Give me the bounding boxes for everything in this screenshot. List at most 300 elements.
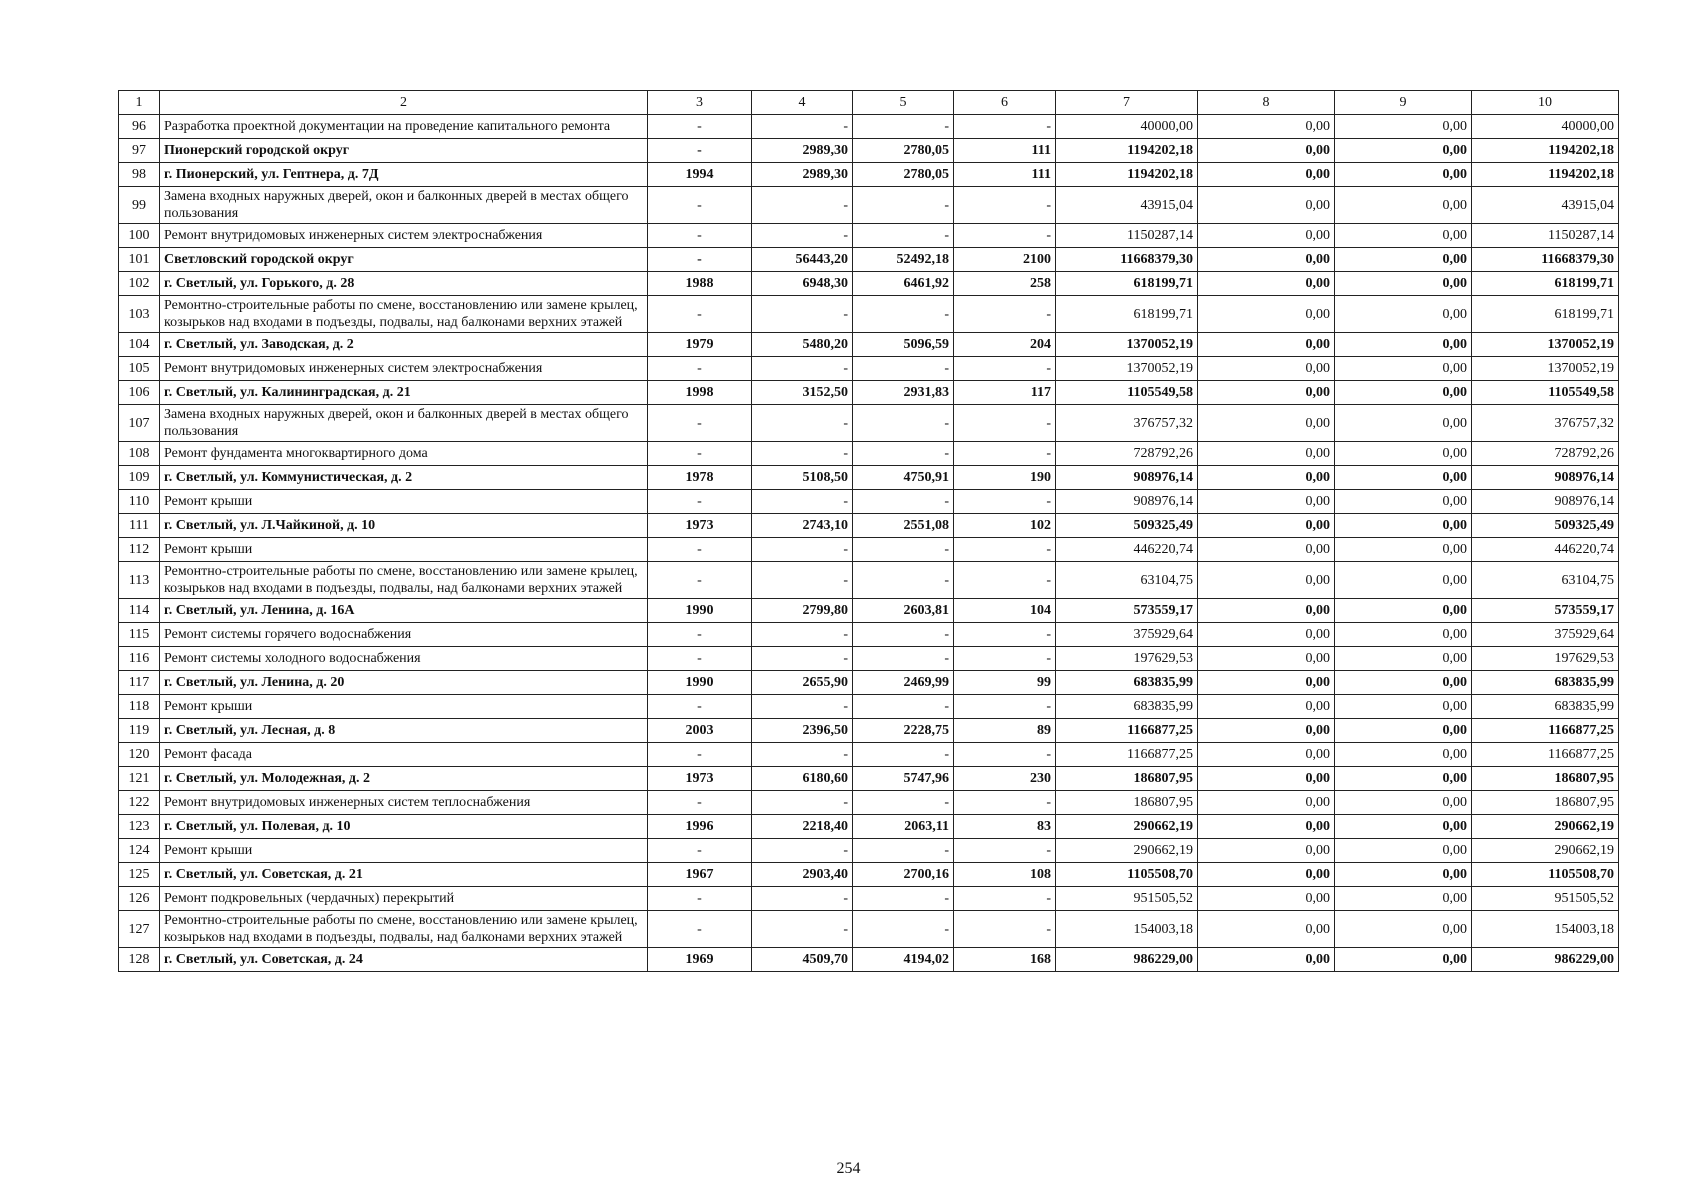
build-year-cell: 1973 [648,767,752,791]
residents-cell: - [954,224,1056,248]
item-name-cell: Ремонтно-строительные работы по смене, восстановлению или замене крылец, козырьков над входами в подъезды, подвалы, над балконами верхних этажей [160,911,648,948]
living-area-cell: 5096,59 [853,333,954,357]
residents-cell: - [954,357,1056,381]
residents-cell: 99 [954,671,1056,695]
living-area-cell: - [853,224,954,248]
row-number-cell: 100 [119,224,160,248]
table-header [119,91,1619,115]
cost-total-cell: 446220,74 [1056,538,1198,562]
living-area-cell: 2700,16 [853,863,954,887]
cost-federal-cell: 0,00 [1198,333,1335,357]
cost-total-cell: 573559,17 [1056,599,1198,623]
total-area-cell: 2743,10 [752,514,853,538]
table-row [119,887,1619,911]
row-number-cell: 116 [119,647,160,671]
build-year-cell: - [648,743,752,767]
item-name-cell: Ремонт системы горячего водоснабжения [160,623,648,647]
cost-federal-cell: 0,00 [1198,887,1335,911]
table-row-group [119,815,1619,839]
cost-total-cell: 986229,00 [1056,948,1198,972]
residents-cell: - [954,623,1056,647]
build-year-cell: - [648,139,752,163]
build-year-cell: - [648,791,752,815]
row-number-cell: 122 [119,791,160,815]
total-area-cell: - [752,839,853,863]
table-row-group [119,333,1619,357]
table-row-group [119,163,1619,187]
cost-owners-cell: 618199,71 [1472,296,1619,333]
cost-federal-cell: 0,00 [1198,490,1335,514]
table-row-group [119,948,1619,972]
cost-federal-cell: 0,00 [1198,296,1335,333]
cost-regional-cell: 0,00 [1335,719,1472,743]
item-name-cell: Светловский городской округ [160,248,648,272]
cost-federal-cell: 0,00 [1198,815,1335,839]
item-name-cell: г. Светлый, ул. Заводская, д. 2 [160,333,648,357]
cost-owners-cell: 573559,17 [1472,599,1619,623]
cost-owners-cell: 1166877,25 [1472,719,1619,743]
cost-total-cell: 290662,19 [1056,815,1198,839]
living-area-cell: 6461,92 [853,272,954,296]
cost-owners-cell: 728792,26 [1472,442,1619,466]
cost-total-cell: 683835,99 [1056,671,1198,695]
cost-owners-cell: 951505,52 [1472,887,1619,911]
column-header: 3 [648,91,752,115]
cost-total-cell: 197629,53 [1056,647,1198,671]
row-number-cell: 118 [119,695,160,719]
build-year-cell: 1996 [648,815,752,839]
cost-owners-cell: 43915,04 [1472,187,1619,224]
table-row [119,405,1619,442]
cost-owners-cell: 40000,00 [1472,115,1619,139]
cost-regional-cell: 0,00 [1335,839,1472,863]
cost-total-cell: 1166877,25 [1056,743,1198,767]
item-name-cell: г. Пионерский, ул. Гептнера, д. 7Д [160,163,648,187]
cost-federal-cell: 0,00 [1198,139,1335,163]
item-name-cell: Ремонт фундамента многоквартирного дома [160,442,648,466]
item-name-cell: г. Светлый, ул. Ленина, д. 16А [160,599,648,623]
item-name-cell: Ремонт подкровельных (чердачных) перекрытий [160,887,648,911]
row-number-cell: 117 [119,671,160,695]
build-year-cell: - [648,911,752,948]
residents-cell: - [954,405,1056,442]
residents-cell: - [954,695,1056,719]
cost-regional-cell: 0,00 [1335,671,1472,695]
cost-total-cell: 1105549,58 [1056,381,1198,405]
row-number-cell: 112 [119,538,160,562]
row-number-cell: 97 [119,139,160,163]
column-header: 8 [1198,91,1335,115]
living-area-cell: 4750,91 [853,466,954,490]
table-row-group [119,381,1619,405]
row-number-cell: 98 [119,163,160,187]
table-row-group [119,599,1619,623]
table-row [119,490,1619,514]
table-row [119,442,1619,466]
cost-total-cell: 186807,95 [1056,767,1198,791]
item-name-cell: г. Светлый, ул. Молодежная, д. 2 [160,767,648,791]
item-name-cell: г. Светлый, ул. Советская, д. 21 [160,863,648,887]
cost-federal-cell: 0,00 [1198,911,1335,948]
living-area-cell: - [853,743,954,767]
row-number-cell: 119 [119,719,160,743]
cost-federal-cell: 0,00 [1198,791,1335,815]
cost-total-cell: 1370052,19 [1056,357,1198,381]
residents-cell: - [954,791,1056,815]
table-row [119,791,1619,815]
row-number-cell: 102 [119,272,160,296]
table-row [119,562,1619,599]
living-area-cell: 2063,11 [853,815,954,839]
row-number-cell: 104 [119,333,160,357]
cost-owners-cell: 290662,19 [1472,815,1619,839]
item-name-cell: Ремонтно-строительные работы по смене, восстановлению или замене крылец, козырьков над входами в подъезды, подвалы, над балконами верхних этажей [160,562,648,599]
column-header: 4 [752,91,853,115]
cost-total-cell: 63104,75 [1056,562,1198,599]
build-year-cell: - [648,115,752,139]
build-year-cell: 1967 [648,863,752,887]
build-year-cell: - [648,224,752,248]
cost-federal-cell: 0,00 [1198,623,1335,647]
cost-regional-cell: 0,00 [1335,115,1472,139]
living-area-cell: - [853,442,954,466]
row-number-cell: 127 [119,911,160,948]
row-number-cell: 115 [119,623,160,647]
item-name-cell: г. Светлый, ул. Коммунистическая, д. 2 [160,466,648,490]
living-area-cell: 5747,96 [853,767,954,791]
total-area-cell: - [752,562,853,599]
cost-owners-cell: 375929,64 [1472,623,1619,647]
table-row [119,647,1619,671]
residents-cell: 190 [954,466,1056,490]
cost-regional-cell: 0,00 [1335,442,1472,466]
total-area-cell: - [752,647,853,671]
cost-regional-cell: 0,00 [1335,623,1472,647]
cost-federal-cell: 0,00 [1198,187,1335,224]
cost-federal-cell: 0,00 [1198,163,1335,187]
cost-regional-cell: 0,00 [1335,381,1472,405]
residents-cell: 111 [954,139,1056,163]
living-area-cell: 2780,05 [853,163,954,187]
living-area-cell: 4194,02 [853,948,954,972]
residents-cell: - [954,887,1056,911]
living-area-cell: 2603,81 [853,599,954,623]
cost-total-cell: 40000,00 [1056,115,1198,139]
row-number-cell: 124 [119,839,160,863]
total-area-cell: - [752,490,853,514]
item-name-cell: Ремонт крыши [160,695,648,719]
cost-federal-cell: 0,00 [1198,248,1335,272]
cost-federal-cell: 0,00 [1198,272,1335,296]
cost-owners-cell: 1166877,25 [1472,743,1619,767]
residents-cell: 204 [954,333,1056,357]
residents-cell: - [954,442,1056,466]
cost-total-cell: 683835,99 [1056,695,1198,719]
cost-owners-cell: 986229,00 [1472,948,1619,972]
item-name-cell: г. Светлый, ул. Лесная, д. 8 [160,719,648,743]
residents-cell: 258 [954,272,1056,296]
cost-total-cell: 908976,14 [1056,466,1198,490]
table-row-group [119,719,1619,743]
living-area-cell: - [853,490,954,514]
build-year-cell: - [648,405,752,442]
residents-cell: 117 [954,381,1056,405]
item-name-cell: Ремонт фасада [160,743,648,767]
total-area-cell: - [752,115,853,139]
residents-cell: 168 [954,948,1056,972]
cost-owners-cell: 908976,14 [1472,466,1619,490]
cost-federal-cell: 0,00 [1198,839,1335,863]
total-area-cell: - [752,357,853,381]
cost-federal-cell: 0,00 [1198,767,1335,791]
cost-owners-cell: 509325,49 [1472,514,1619,538]
build-year-cell: 2003 [648,719,752,743]
living-area-cell: - [853,538,954,562]
living-area-cell: - [853,357,954,381]
cost-total-cell: 43915,04 [1056,187,1198,224]
cost-regional-cell: 0,00 [1335,187,1472,224]
table-row-group [119,514,1619,538]
living-area-cell: 52492,18 [853,248,954,272]
total-area-cell: - [752,623,853,647]
total-area-cell: 6180,60 [752,767,853,791]
total-area-cell: 2989,30 [752,163,853,187]
living-area-cell: - [853,187,954,224]
cost-regional-cell: 0,00 [1335,911,1472,948]
cost-federal-cell: 0,00 [1198,695,1335,719]
item-name-cell: г. Светлый, ул. Ленина, д. 20 [160,671,648,695]
living-area-cell: 2931,83 [853,381,954,405]
row-number-cell: 96 [119,115,160,139]
build-year-cell: - [648,562,752,599]
cost-owners-cell: 683835,99 [1472,671,1619,695]
total-area-cell: 2655,90 [752,671,853,695]
table-row [119,623,1619,647]
table-row [119,911,1619,948]
cost-owners-cell: 908976,14 [1472,490,1619,514]
cost-total-cell: 375929,64 [1056,623,1198,647]
cost-federal-cell: 0,00 [1198,599,1335,623]
build-year-cell: - [648,887,752,911]
column-header: 1 [119,91,160,115]
cost-total-cell: 1370052,19 [1056,333,1198,357]
column-header: 5 [853,91,954,115]
table-row-group [119,863,1619,887]
table-row-group [119,671,1619,695]
row-number-cell: 109 [119,466,160,490]
living-area-cell: - [853,887,954,911]
living-area-cell: 2228,75 [853,719,954,743]
cost-total-cell: 618199,71 [1056,272,1198,296]
cost-regional-cell: 0,00 [1335,514,1472,538]
total-area-cell: - [752,442,853,466]
row-number-cell: 101 [119,248,160,272]
table-row-group [119,248,1619,272]
build-year-cell: 1990 [648,671,752,695]
total-area-cell: 2396,50 [752,719,853,743]
cost-total-cell: 618199,71 [1056,296,1198,333]
cost-regional-cell: 0,00 [1335,333,1472,357]
residents-cell: - [954,538,1056,562]
table-row [119,743,1619,767]
total-area-cell: - [752,887,853,911]
total-area-cell: - [752,405,853,442]
cost-federal-cell: 0,00 [1198,863,1335,887]
total-area-cell: 5108,50 [752,466,853,490]
table-row-group [119,767,1619,791]
living-area-cell: - [853,405,954,442]
build-year-cell: - [648,248,752,272]
row-number-cell: 125 [119,863,160,887]
cost-owners-cell: 618199,71 [1472,272,1619,296]
build-year-cell: - [648,695,752,719]
item-name-cell: Ремонт внутридомовых инженерных систем электроснабжения [160,224,648,248]
build-year-cell: - [648,296,752,333]
build-year-cell: - [648,839,752,863]
residents-cell: 108 [954,863,1056,887]
table-body [119,115,1619,972]
cost-federal-cell: 0,00 [1198,514,1335,538]
row-number-cell: 120 [119,743,160,767]
cost-owners-cell: 154003,18 [1472,911,1619,948]
cost-regional-cell: 0,00 [1335,224,1472,248]
cost-federal-cell: 0,00 [1198,442,1335,466]
cost-owners-cell: 1194202,18 [1472,139,1619,163]
residents-cell: - [954,490,1056,514]
row-number-cell: 128 [119,948,160,972]
column-header: 6 [954,91,1056,115]
cost-total-cell: 1194202,18 [1056,139,1198,163]
table-row [119,187,1619,224]
cost-total-cell: 154003,18 [1056,911,1198,948]
living-area-cell: - [853,791,954,815]
cost-total-cell: 186807,95 [1056,791,1198,815]
cost-total-cell: 951505,52 [1056,887,1198,911]
cost-total-cell: 509325,49 [1056,514,1198,538]
cost-owners-cell: 11668379,30 [1472,248,1619,272]
build-year-cell: 1969 [648,948,752,972]
total-area-cell: - [752,538,853,562]
page-number: 254 [836,1160,861,1177]
cost-regional-cell: 0,00 [1335,490,1472,514]
cost-regional-cell: 0,00 [1335,863,1472,887]
cost-regional-cell: 0,00 [1335,647,1472,671]
build-year-cell: - [648,647,752,671]
total-area-cell: - [752,743,853,767]
table-row [119,538,1619,562]
item-name-cell: Замена входных наружных дверей, окон и балконных дверей в местах общего пользования [160,187,648,224]
row-number-cell: 110 [119,490,160,514]
total-area-cell: 2799,80 [752,599,853,623]
cost-owners-cell: 197629,53 [1472,647,1619,671]
item-name-cell: Ремонт внутридомовых инженерных систем теплоснабжения [160,791,648,815]
build-year-cell: 1973 [648,514,752,538]
cost-federal-cell: 0,00 [1198,647,1335,671]
cost-federal-cell: 0,00 [1198,115,1335,139]
build-year-cell: - [648,442,752,466]
cost-total-cell: 290662,19 [1056,839,1198,863]
total-area-cell: - [752,911,853,948]
total-area-cell: - [752,296,853,333]
living-area-cell: 2469,99 [853,671,954,695]
build-year-cell: 1990 [648,599,752,623]
cost-owners-cell: 1150287,14 [1472,224,1619,248]
cost-regional-cell: 0,00 [1335,272,1472,296]
cost-regional-cell: 0,00 [1335,791,1472,815]
build-year-cell: 1979 [648,333,752,357]
column-header: 7 [1056,91,1198,115]
living-area-cell: - [853,115,954,139]
item-name-cell: г. Светлый, ул. Полевая, д. 10 [160,815,648,839]
cost-federal-cell: 0,00 [1198,743,1335,767]
living-area-cell: - [853,839,954,863]
cost-regional-cell: 0,00 [1335,357,1472,381]
cost-owners-cell: 683835,99 [1472,695,1619,719]
total-area-cell: - [752,187,853,224]
residents-cell: - [954,911,1056,948]
cost-owners-cell: 1370052,19 [1472,357,1619,381]
table-row-group [119,139,1619,163]
living-area-cell: 2780,05 [853,139,954,163]
cost-total-cell: 376757,32 [1056,405,1198,442]
cost-owners-cell: 63104,75 [1472,562,1619,599]
living-area-cell: - [853,695,954,719]
cost-total-cell: 1194202,18 [1056,163,1198,187]
total-area-cell: 2989,30 [752,139,853,163]
build-year-cell: - [648,357,752,381]
item-name-cell: Ремонтно-строительные работы по смене, восстановлению или замене крылец, козырьков над входами в подъезды, подвалы, над балконами верхних этажей [160,296,648,333]
build-year-cell: - [648,538,752,562]
total-area-cell: 3152,50 [752,381,853,405]
table-row-group [119,272,1619,296]
header-row [119,91,1619,115]
cost-federal-cell: 0,00 [1198,405,1335,442]
build-year-cell: 1988 [648,272,752,296]
cost-regional-cell: 0,00 [1335,815,1472,839]
residents-cell: - [954,743,1056,767]
total-area-cell: - [752,695,853,719]
build-year-cell: - [648,187,752,224]
cost-total-cell: 908976,14 [1056,490,1198,514]
living-area-cell: - [853,647,954,671]
row-number-cell: 114 [119,599,160,623]
residents-cell: 102 [954,514,1056,538]
cost-owners-cell: 186807,95 [1472,791,1619,815]
row-number-cell: 106 [119,381,160,405]
cost-regional-cell: 0,00 [1335,767,1472,791]
table-row [119,296,1619,333]
residents-cell: - [954,562,1056,599]
total-area-cell: - [752,224,853,248]
residents-cell: - [954,296,1056,333]
cost-federal-cell: 0,00 [1198,671,1335,695]
build-year-cell: 1978 [648,466,752,490]
build-year-cell: - [648,623,752,647]
item-name-cell: Пионерский городской округ [160,139,648,163]
row-number-cell: 121 [119,767,160,791]
row-number-cell: 103 [119,296,160,333]
cost-owners-cell: 1194202,18 [1472,163,1619,187]
total-area-cell: - [752,791,853,815]
item-name-cell: Разработка проектной документации на проведение капитального ремонта [160,115,648,139]
cost-owners-cell: 186807,95 [1472,767,1619,791]
row-number-cell: 108 [119,442,160,466]
cost-federal-cell: 0,00 [1198,538,1335,562]
cost-owners-cell: 1370052,19 [1472,333,1619,357]
row-number-cell: 111 [119,514,160,538]
residents-cell: - [954,115,1056,139]
item-name-cell: г. Светлый, ул. Л.Чайкиной, д. 10 [160,514,648,538]
